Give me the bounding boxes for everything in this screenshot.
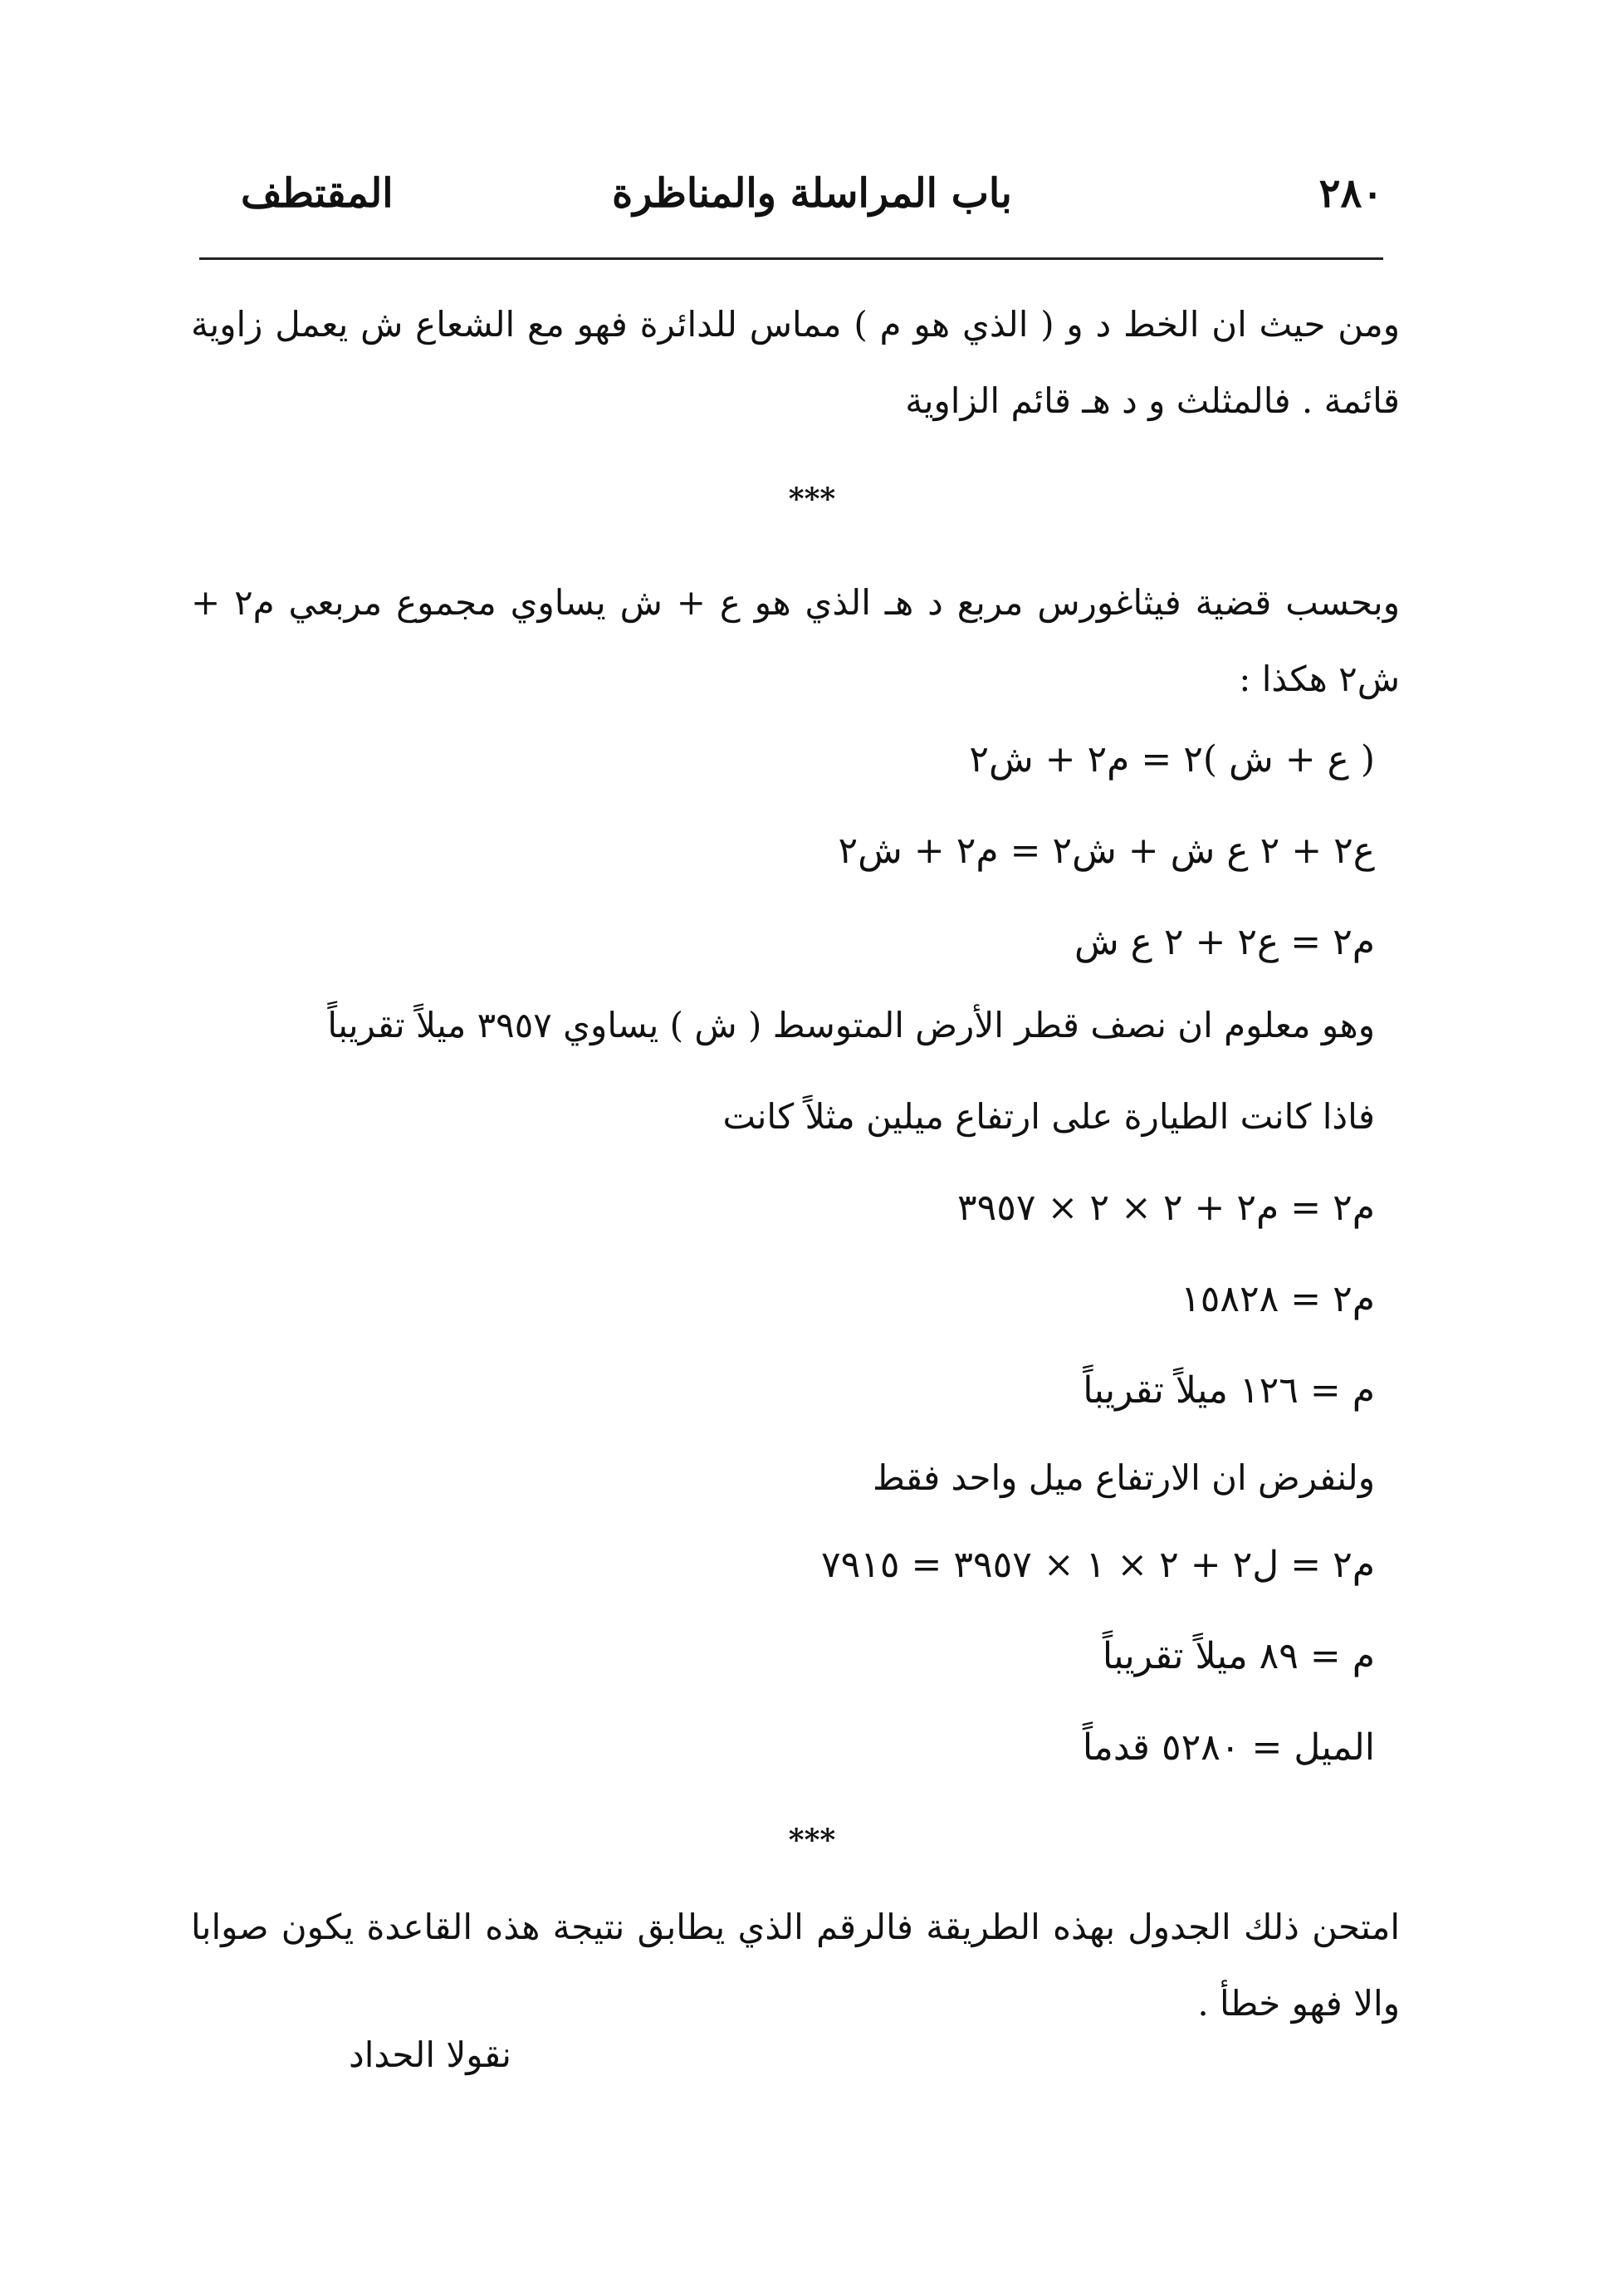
equation-6: م = ١٢٦ ميلاً تقريباً <box>1083 1369 1375 1412</box>
page-number: ٢٨٠ <box>1318 170 1383 217</box>
text-two-miles: فاذا كانت الطيارة على ارتفاع ميلين مثلاً كانت <box>722 1096 1375 1137</box>
equation-7: م٢ = ل٢ + ٢ × ١ × ٣٩٥٧ = ٧٩١٥ <box>820 1544 1375 1586</box>
section-title: باب المراسلة والمناظرة <box>612 170 1012 217</box>
text-one-mile: ولنفرض ان الارتفاع ميل واحد فقط <box>872 1457 1375 1498</box>
equation-9: الميل = ٥٢٨٠ قدماً <box>1082 1726 1375 1769</box>
equation-4: م٢ = م٢ + ٢ × ٢ × ٣٩٥٧ <box>957 1187 1375 1229</box>
equation-2: ع٢ + ٢ ع ش + ش٢ = م٢ + ش٢ <box>838 830 1375 872</box>
author-signature: نقولا الحداد <box>349 2034 511 2075</box>
separator-stars-2: *** <box>788 1823 836 1858</box>
equation-3: م٢ = ع٢ + ٢ ع ش <box>1074 921 1375 963</box>
paragraph-test-table: امتحن ذلك الجدول بهذه الطريقة فالرقم الذي يطابق نتيجة هذه القاعدة يكون صوابا والا فهو خطأ . <box>191 1907 1400 2024</box>
page-header <box>241 162 1383 237</box>
header-rule <box>199 257 1383 260</box>
paragraph-tangent: ومن حيث ان الخط د و ( الذي هو م ) مماس للدائرة فهو مع الشعاع ش يعمل زاوية قائمة . فالمثلث و د هـ قائم الزاوية <box>191 304 1400 421</box>
journal-name: المقتطف <box>241 170 394 217</box>
paragraph-pythagoras: وبحسب قضية فيثاغورس مربع د هـ الذي هو ع + ش يساوي مجموع مربعي م٢ + ش٢ هكذا : <box>191 582 1401 699</box>
text-earth-radius: وهو معلوم ان نصف قطر الأرض المتوسط ( ش ) يساوي ٣٩٥٧ ميلاً تقريباً <box>327 1005 1375 1045</box>
equation-8: م = ٨٩ ميلاً تقريباً <box>1102 1635 1375 1677</box>
equation-1: ( ع + ش )٢ = م٢ + ش٢ <box>969 738 1375 781</box>
equation-5: م٢ = ١٥٨٢٨ <box>1181 1278 1375 1320</box>
separator-stars: *** <box>788 482 836 516</box>
